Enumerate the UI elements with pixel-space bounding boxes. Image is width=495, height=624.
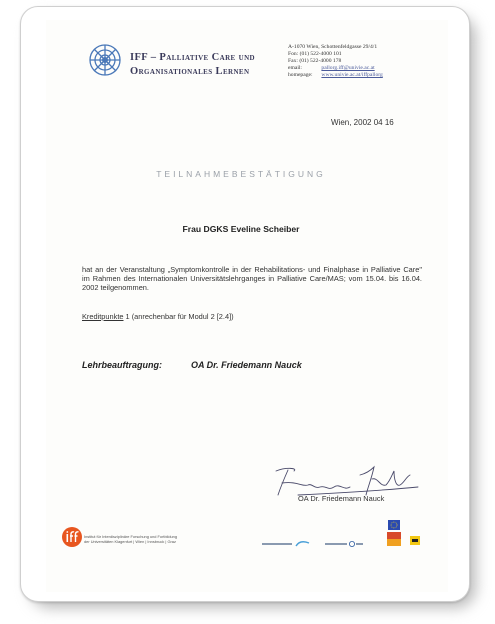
issue-date: Wien, 2002 04 16 bbox=[331, 118, 394, 127]
lecturer-label: Lehrbeauftragung: bbox=[82, 360, 162, 370]
org-name-line2: Organisationales Lernen bbox=[130, 66, 250, 77]
credit-points-label: Kreditpunkte bbox=[82, 312, 124, 321]
contact-phone: Fon: (01) 522-4000 101 bbox=[288, 51, 342, 57]
iff-institute-name bbox=[84, 534, 177, 544]
contact-fax: Fax: (01) 522-4000 178 bbox=[288, 58, 342, 64]
sponsor-logo-icon bbox=[410, 536, 420, 545]
contact-email-link[interactable]: pallorg.iff@univie.ac.at bbox=[321, 65, 375, 71]
contact-homepage-link[interactable]: www.univie.ac.at/iffpallorg bbox=[321, 72, 383, 78]
iff-palliative-logo-icon bbox=[88, 43, 122, 77]
contact-homepage-label: homepage: bbox=[288, 72, 313, 78]
certificate-title: TEILNAHMEBESTÄTIGUNG bbox=[156, 169, 326, 179]
eu-program-logo-icon bbox=[387, 532, 401, 546]
certificate-paper bbox=[46, 20, 448, 592]
recipient-name: Frau DGKS Eveline Scheiber bbox=[182, 224, 300, 234]
university-wien-logo-icon bbox=[325, 541, 363, 547]
signature-name: OA Dr. Friedemann Nauck bbox=[298, 494, 385, 503]
contact-address: A-1070 Wien, Schottenfeldgasse 29/4/1 bbox=[288, 44, 378, 50]
eu-flag-icon bbox=[388, 520, 400, 530]
lecturer-name: OA Dr. Friedemann Nauck bbox=[191, 360, 302, 370]
contact-homepage-row bbox=[288, 72, 383, 79]
organisation-name bbox=[130, 51, 255, 79]
contact-email-row bbox=[288, 65, 383, 72]
attendance-statement: hat an der Veranstaltung „Symptomkontrolle in der Rehabilitations- und Finalphase in Palliative Care" im Rahmen des Internationalen Universitätslehrganges in Palliative Care/MAS; vom 15.04. bis 16.04. 2002 teilgenommen. bbox=[82, 265, 422, 292]
credit-points-text: 1 (anrechenbar für Modul 2 [2.4]) bbox=[123, 312, 234, 321]
org-name-line1: IFF – Palliative Care und bbox=[130, 52, 255, 63]
contact-block bbox=[288, 44, 383, 79]
iff-institute-logo-icon bbox=[62, 527, 82, 547]
credit-points-line bbox=[82, 312, 234, 321]
contact-email-label: email: bbox=[288, 65, 302, 71]
iff-institute-line1: Institut für Interdisziplinäre Forschung und Fortbildung bbox=[84, 534, 177, 539]
university-klagenfurt-logo-icon bbox=[262, 541, 310, 547]
iff-institute-line2: der Universitäten Klagenfurt | Wien | Innsbruck | Graz bbox=[84, 539, 176, 544]
